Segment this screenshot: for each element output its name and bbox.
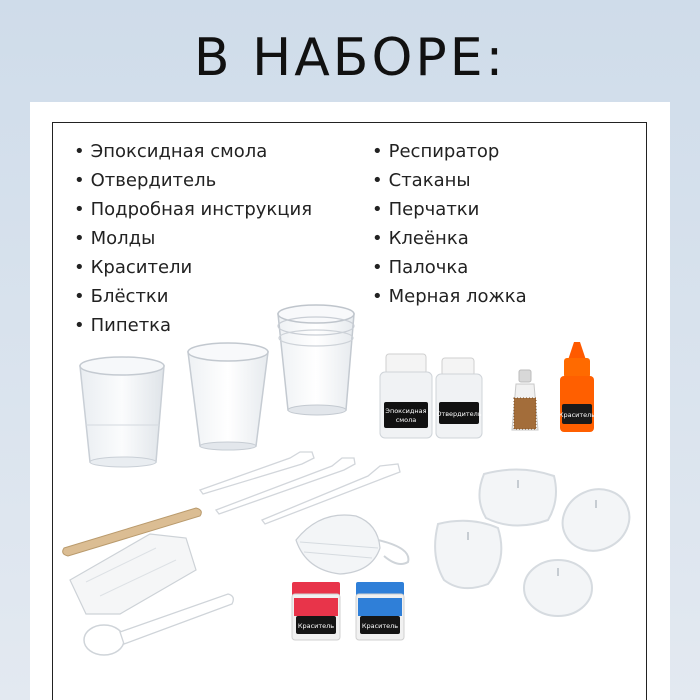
mold-oval [553, 478, 640, 561]
list-item: • Респиратор [372, 137, 527, 166]
silicone-molds [435, 469, 639, 616]
list-item: • Перчатки [372, 195, 527, 224]
list-item: • Стаканы [372, 166, 527, 195]
plastic-cup [188, 343, 268, 450]
dye-dropper-bottle [559, 342, 595, 432]
hardener-label: Отвердитель [436, 410, 482, 418]
list-item: • Подробная инструкция [74, 195, 312, 224]
page-title: В НАБОРЕ: [193, 28, 507, 88]
mold-triangle [435, 521, 501, 588]
stacked-cups [278, 305, 354, 415]
dropper-label: Краситель [558, 411, 596, 419]
list-item: • Пипетка [74, 311, 312, 340]
list-item: • Клеёнка [372, 224, 527, 253]
list-item: • Эпоксидная смола [74, 137, 312, 166]
hardener-jar [436, 358, 482, 438]
list-item: • Палочка [372, 253, 527, 282]
resin-label-line2: смола [395, 416, 417, 424]
respirator-mask [296, 515, 408, 574]
list-item: • Молды [74, 224, 312, 253]
list-item: • Мерная ложка [372, 282, 527, 311]
list-item: • Блёстки [74, 282, 312, 311]
red-dye-label: Краситель [297, 622, 335, 630]
red-dye-jar [292, 582, 340, 640]
resin-label-line1: Эпоксидная [385, 407, 427, 415]
list-item: • Отвердитель [74, 166, 312, 195]
list-item: • Красители [74, 253, 312, 282]
glitter-vial [512, 370, 538, 430]
mold-rounded-square [479, 469, 556, 525]
measuring-cup [80, 357, 164, 467]
blue-dye-label: Краситель [361, 622, 399, 630]
pipettes [200, 452, 400, 524]
epoxy-resin-jar [380, 354, 432, 438]
blue-dye-jar [356, 582, 404, 640]
